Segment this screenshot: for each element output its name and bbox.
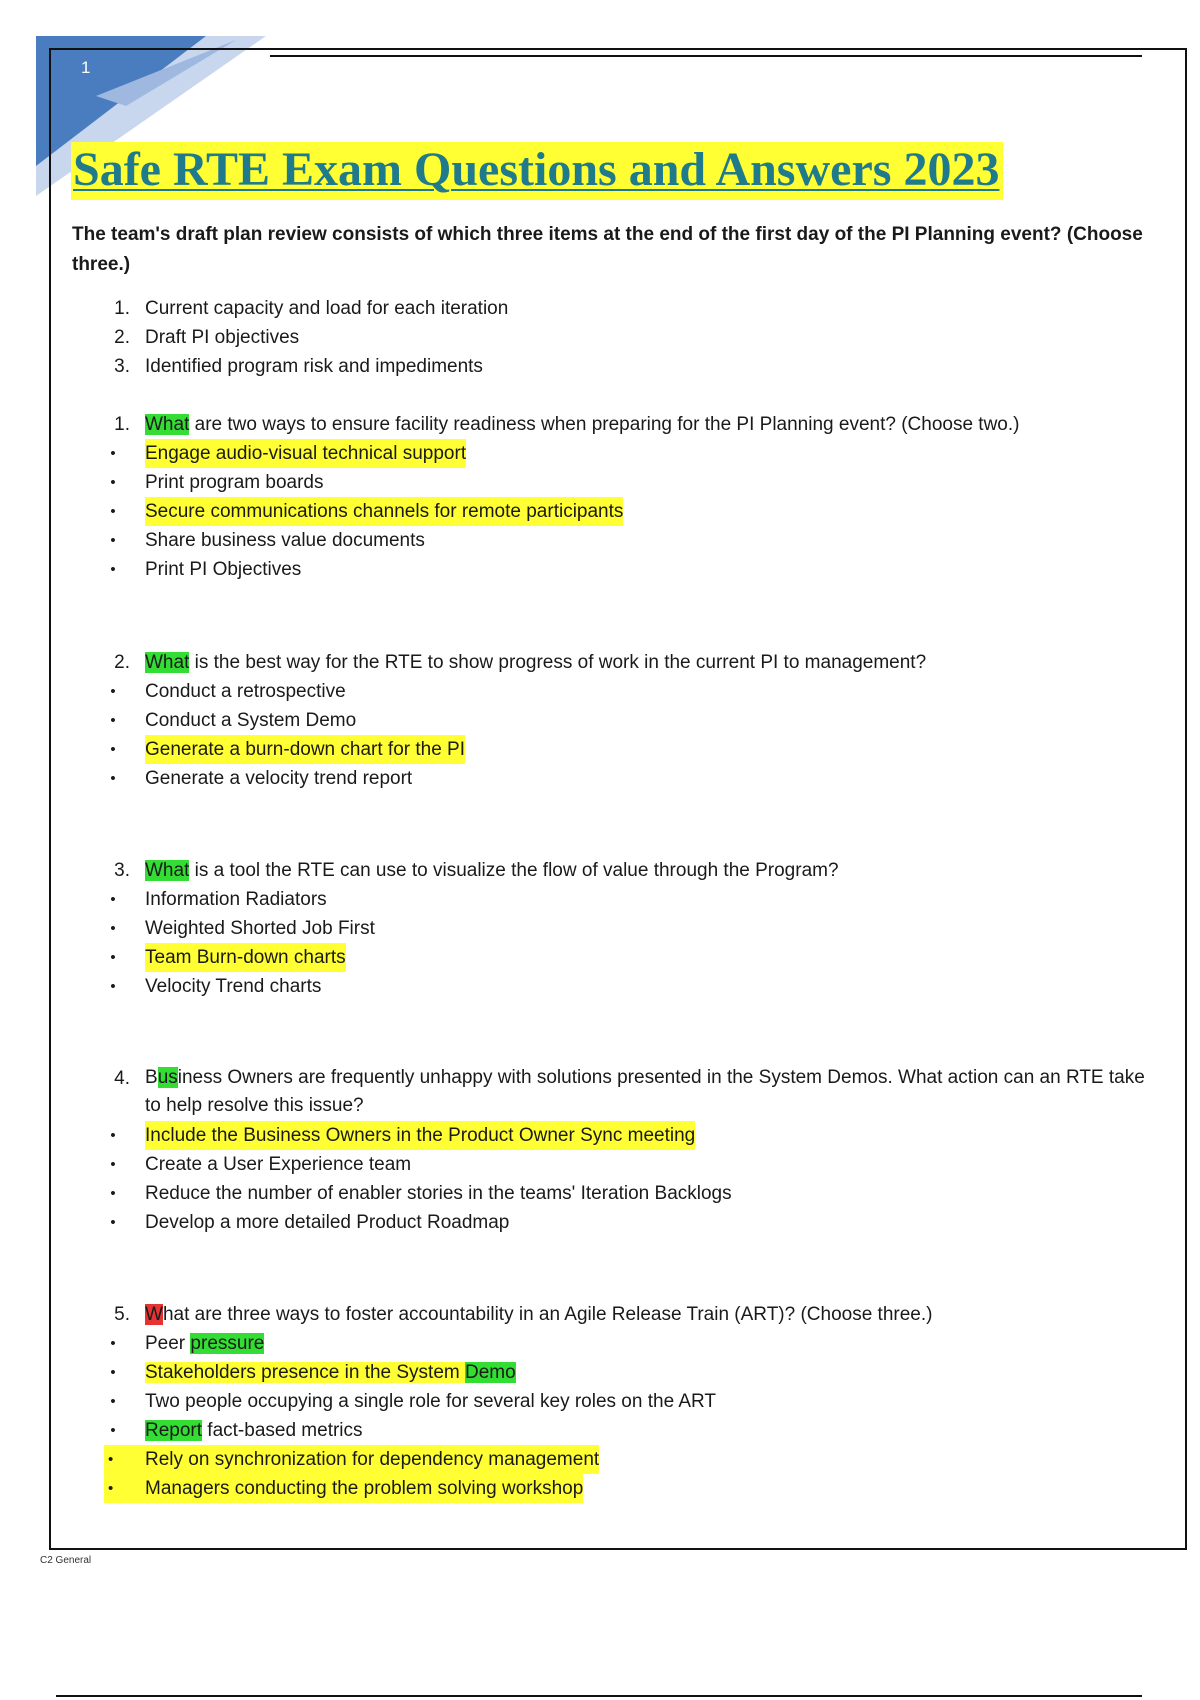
intro-question: The team's draft plan review consists of which three items at the end of the first day of the PI Planning event? (Choose three.)	[72, 224, 1143, 275]
option-highlight: Report	[145, 1420, 203, 1441]
answer-text: Draft PI objectives	[145, 327, 300, 348]
bullet-icon: •	[110, 1364, 116, 1381]
bullet-icon: •	[110, 1335, 116, 1352]
option-text: Conduct a System Demo	[145, 710, 357, 731]
stem-text: are two ways to ensure facility readiness when preparing for the PI Planning event? (Choose two.)	[189, 414, 1020, 435]
page-number: 1	[81, 58, 91, 77]
bullet-icon: •	[110, 712, 116, 729]
bullet-icon: •	[110, 891, 116, 908]
option-text: Stakeholders presence in the System	[145, 1362, 466, 1383]
option-text: Managers conducting the problem solving workshop	[145, 1474, 583, 1503]
stem-highlight: us	[157, 1067, 178, 1088]
bullet-icon: •	[110, 1422, 116, 1439]
option-text: Two people occupying a single role for several key roles on the ART	[145, 1391, 717, 1412]
bottom-rule	[56, 1695, 1142, 1697]
option-item	[0, 439, 1200, 468]
bullet-icon: •	[110, 1214, 116, 1231]
option-item	[0, 1121, 1200, 1150]
bullet-icon: •	[110, 474, 116, 491]
option-text: Peer	[145, 1333, 191, 1354]
option-item	[0, 468, 1200, 497]
question-stem	[0, 648, 1200, 677]
option-item	[0, 1329, 1200, 1358]
bullet-icon: •	[110, 770, 116, 787]
option-text: Develop a more detailed Product Roadmap	[145, 1212, 510, 1233]
bullet-icon: •	[104, 1474, 148, 1503]
option-text: fact-based metrics	[202, 1420, 363, 1441]
option-item	[0, 885, 1200, 914]
bullet-icon: •	[104, 1445, 148, 1474]
question-5	[0, 1300, 1200, 1503]
answer-text: Identified program risk and impediments	[145, 356, 483, 377]
option-item	[0, 1358, 1200, 1387]
bullet-icon: •	[110, 683, 116, 700]
stem-text: hat are three ways to foster accountability in an Agile Release Train (ART)? (Choose three.)	[162, 1304, 933, 1325]
option-item	[0, 914, 1200, 943]
stem-highlight: W	[145, 1304, 163, 1325]
question-number: 4.	[114, 1068, 130, 1089]
stem-highlight: What	[145, 860, 190, 881]
option-item	[0, 497, 1200, 526]
list-item	[0, 323, 1200, 352]
header-rule	[270, 55, 1142, 57]
option-text: Include the Business Owners in the Product Owner Sync meeting	[145, 1121, 695, 1150]
question-number: 3.	[114, 860, 130, 881]
option-item	[0, 706, 1200, 735]
option-item	[0, 735, 1200, 764]
option-text: Create a User Experience team	[145, 1154, 412, 1175]
option-item	[0, 764, 1200, 793]
option-text: Engage audio-visual technical support	[145, 439, 466, 468]
list-marker: 3.	[114, 356, 130, 377]
option-text: Rely on synchronization for dependency management	[145, 1445, 599, 1474]
option-text: Share business value documents	[145, 530, 425, 551]
bullet-icon: •	[110, 1127, 116, 1144]
bullet-icon: •	[110, 561, 116, 578]
option-text: Generate a velocity trend report	[145, 768, 413, 789]
option-text: Team Burn-down charts	[145, 943, 346, 972]
option-item	[0, 972, 1200, 1001]
option-item	[0, 677, 1200, 706]
stem-text: is a tool the RTE can use to visualize the flow of value through the Program?	[189, 860, 839, 881]
option-text: Reduce the number of enabler stories in the teams' Iteration Backlogs	[145, 1183, 732, 1204]
option-item	[0, 1150, 1200, 1179]
stem-highlight: What	[145, 414, 190, 435]
list-item	[0, 294, 1200, 323]
bullet-icon: •	[110, 503, 116, 520]
bullet-icon: •	[110, 1156, 116, 1173]
question-stem	[0, 1064, 1200, 1121]
option-item	[0, 1445, 1200, 1474]
question-3	[0, 856, 1200, 1001]
stem-lead: B	[145, 1067, 158, 1088]
classification-label: C2 General	[40, 1555, 92, 1566]
bullet-icon: •	[110, 978, 116, 995]
bullet-icon: •	[110, 741, 116, 758]
list-item	[0, 352, 1200, 381]
option-text: Secure communications channels for remote participants	[145, 497, 623, 526]
option-text: Conduct a retrospective	[145, 681, 346, 702]
option-text: Print program boards	[145, 472, 324, 493]
question-stem	[0, 856, 1200, 885]
option-text: Weighted Shorted Job First	[145, 918, 375, 939]
question-2	[0, 648, 1200, 793]
intro-answer-list	[0, 294, 1200, 381]
list-marker: 2.	[114, 327, 130, 348]
bullet-icon: •	[110, 532, 116, 549]
option-highlight: pressure	[190, 1333, 265, 1354]
question-4	[0, 1064, 1200, 1237]
option-text: Information Radiators	[145, 889, 327, 910]
question-stem	[0, 410, 1200, 439]
option-text: Print PI Objectives	[145, 559, 302, 580]
option-item	[0, 555, 1200, 584]
option-item	[0, 1208, 1200, 1237]
page-title: Safe RTE Exam Questions and Answers 2023	[71, 142, 1003, 200]
option-item	[0, 1416, 1200, 1445]
bullet-icon: •	[110, 445, 116, 462]
option-item	[0, 943, 1200, 972]
question-stem	[0, 1300, 1200, 1329]
option-item	[0, 1387, 1200, 1416]
option-item	[0, 1474, 1200, 1503]
bullet-icon: •	[110, 920, 116, 937]
question-1	[0, 410, 1200, 584]
bullet-icon: •	[110, 1393, 116, 1410]
question-number: 1.	[114, 414, 130, 435]
option-text: Velocity Trend charts	[145, 976, 322, 997]
option-item	[0, 526, 1200, 555]
option-highlight: Demo	[465, 1362, 516, 1383]
question-number: 5.	[114, 1304, 130, 1325]
stem-highlight: What	[145, 652, 190, 673]
answer-text: Current capacity and load for each iteration	[145, 298, 509, 319]
stem-text: is the best way for the RTE to show progress of work in the current PI to management?	[189, 652, 927, 673]
bullet-icon: •	[110, 1185, 116, 1202]
question-number: 2.	[114, 652, 130, 673]
list-marker: 1.	[114, 298, 130, 319]
option-item	[0, 1179, 1200, 1208]
option-text: Generate a burn-down chart for the PI	[145, 735, 465, 764]
stem-text: iness Owners are frequently unhappy with solutions presented in the System Demos. What action can an RTE take to help resolve this issue?	[145, 1067, 1145, 1116]
bullet-icon: •	[110, 949, 116, 966]
